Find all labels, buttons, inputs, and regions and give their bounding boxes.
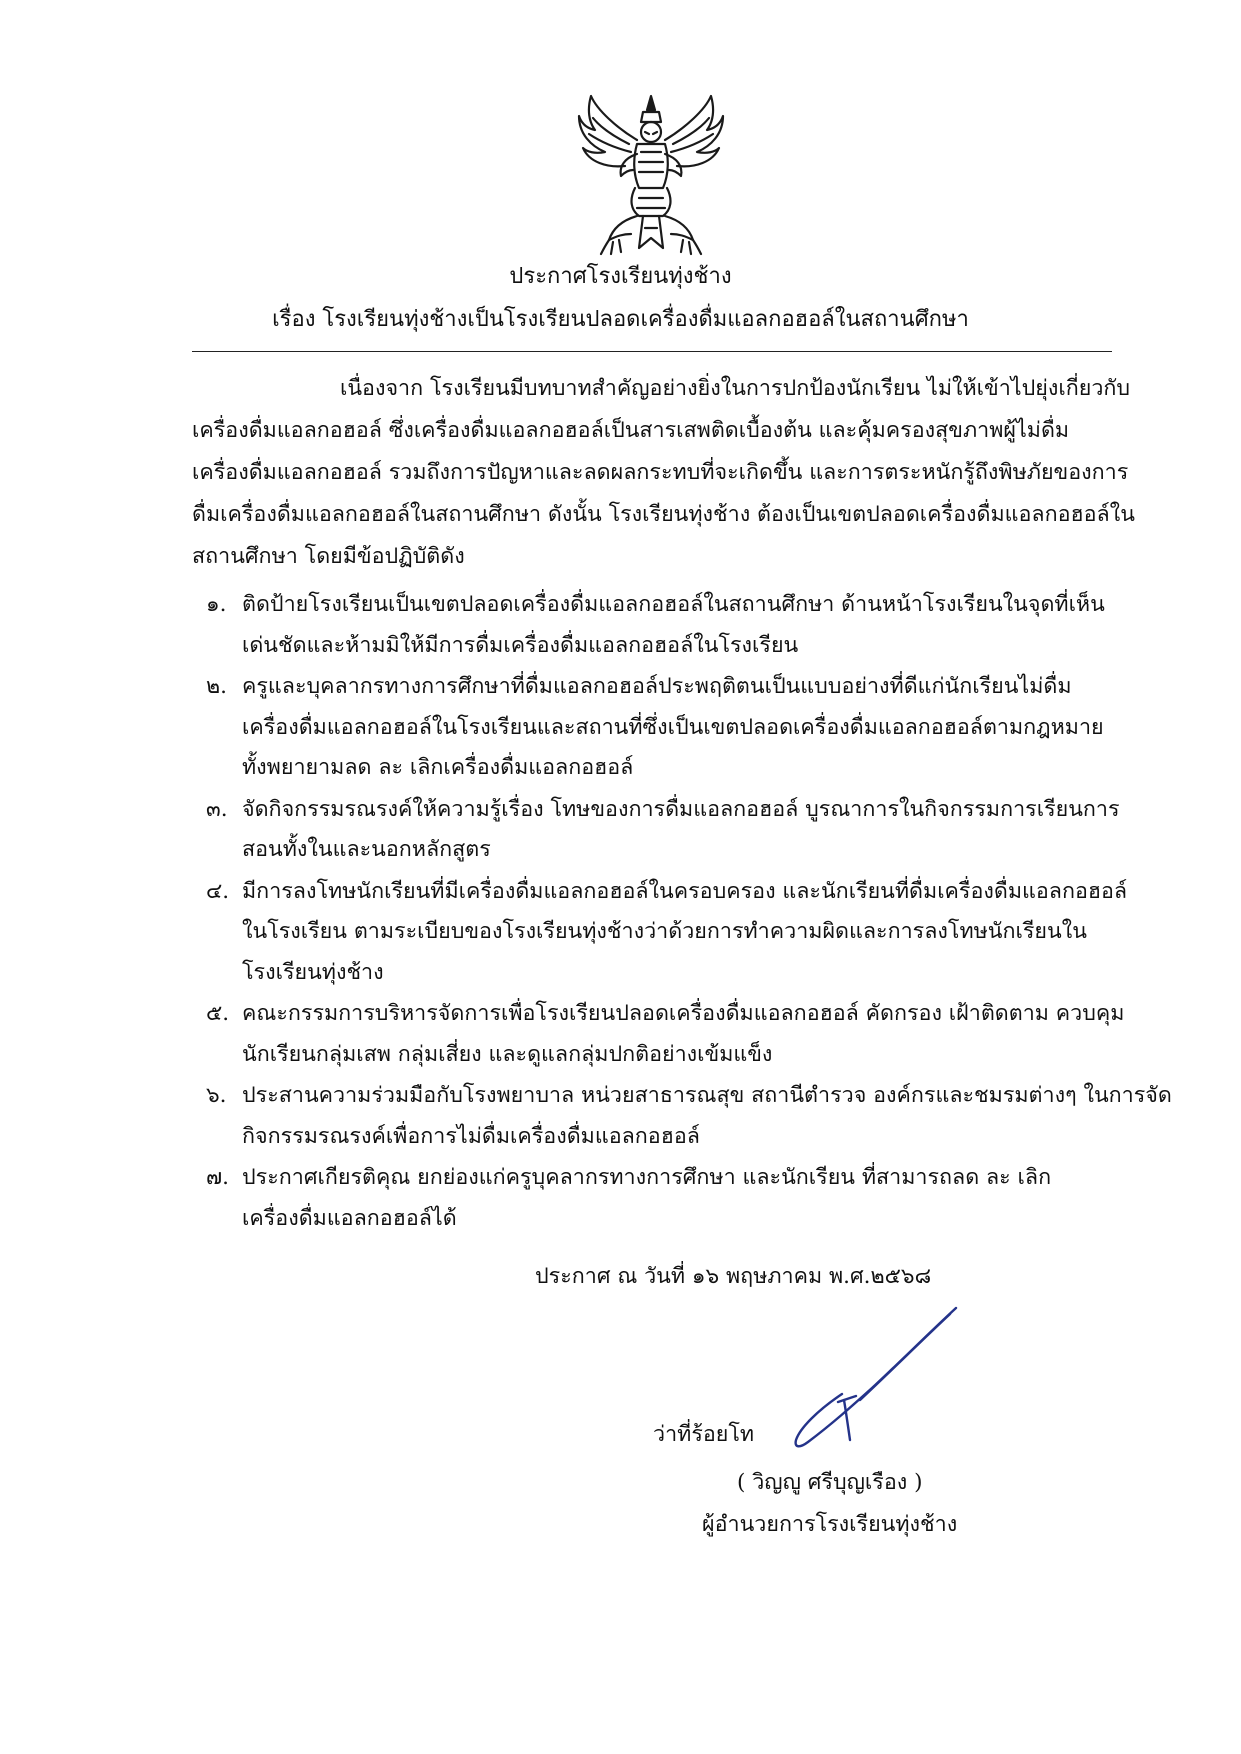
intro-line: เครื่องดื่มแอลกอฮอล์ รวมถึงการปัญหาและลดผลกระทบที่จะเกิดขึ้น และการตระหนักรู้ถึงพิษภัยของการ <box>192 460 1129 485</box>
item-line: เครื่องดื่มแอลกอฮอล์ในโรงเรียนและสถานที่ซึ่งเป็นเขตปลอดเครื่องดื่มแอลกอฮอล์ตามกฎหมาย <box>242 714 1104 740</box>
announcement-subject: เรื่อง โรงเรียนทุ่งช้างเป็นโรงเรียนปลอดเครื่องดื่มแอลกอฮอล์ในสถานศึกษา <box>272 307 969 332</box>
item-line: คณะกรรมการบริหารจัดการเพื่อโรงเรียนปลอดเครื่องดื่มแอลกอฮอล์ คัดกรอง เฝ้าติดตาม ควบคุม <box>242 1001 1125 1026</box>
list-item <box>192 872 1128 994</box>
signer-name: ( วิญญู ศรีบุญเรือง ) <box>737 1470 923 1495</box>
list-item <box>192 667 1114 789</box>
item-line: ติดป้ายโรงเรียนเป็นเขตปลอดเครื่องดื่มแอลกอฮอล์ในสถานศึกษา ด้านหน้าโรงเรียนในจุดที่เห็น <box>242 592 1105 617</box>
intro-line: เครื่องดื่มแอลกอฮอล์ ซึ่งเครื่องดื่มแอลกอฮอล์เป็นสารเสพติดเบื้องต้น และคุ้มครองสุขภาพผู้ไม่ดื่ม <box>192 418 1070 443</box>
item-number: ๔. <box>206 878 230 904</box>
item-number: ๒. <box>206 674 228 699</box>
item-line: เด่นชัดและห้ามมิให้มีการดื่มเครื่องดื่มแอลกอฮอล์ในโรงเรียน <box>242 632 799 658</box>
item-line: ครูและบุคลากรทางการศึกษาที่ดื่มแอลกอฮอล์ประพฤติตนเป็นแบบอย่างที่ดีแก่นักเรียนไม่ดื่ม <box>242 674 1072 699</box>
intro-line: ดื่มเครื่องดื่มแอลกอฮอล์ในสถานศึกษา ดังนั้น โรงเรียนทุ่งช้าง ต้องเป็นเขตปลอดเครื่องดื่มแอลกอฮอล์ใน <box>192 502 1135 527</box>
item-number: ๗. <box>206 1165 230 1190</box>
title-divider <box>192 351 1112 352</box>
item-number: ๓. <box>206 796 228 822</box>
intro-paragraph <box>192 368 1135 578</box>
item-line: มีการลงโทษนักเรียนที่มีเครื่องดื่มแอลกอฮอล์ในครอบครอง และนักเรียนที่ดื่มเครื่องดื่มแอลกอฮอล์ <box>242 878 1128 904</box>
item-line: นักเรียนกลุ่มเสพ กลุ่มเสี่ยง และดูแลกลุ่มปกติอย่างเข้มแข็ง <box>242 1041 773 1067</box>
item-line: โรงเรียนทุ่งช้าง <box>242 959 384 985</box>
item-line: กิจกรรมรณรงค์เพื่อการไม่ดื่มเครื่องดื่มแอลกอฮอล์ <box>242 1123 700 1149</box>
signer-title: ว่าที่ร้อยโท <box>653 1422 755 1447</box>
item-line: ประสานความร่วมมือกับโรงพยาบาล หน่วยสาธารณสุข สถานีตำรวจ องค์กรและชมรมต่างๆ ในการจัด <box>242 1083 1172 1108</box>
item-line: เครื่องดื่มแอลกอฮอล์ได้ <box>242 1205 457 1231</box>
list-item <box>192 1076 1172 1157</box>
intro-line: เนื่องจาก โรงเรียนมีบทบาทสำคัญอย่างยิ่งในการปกป้องนักเรียน ไม่ให้เข้าไปยุ่งเกี่ยวกับ <box>340 376 1131 401</box>
list-item <box>192 790 1120 871</box>
item-line: ทั้งพยายามลด ละ เลิกเครื่องดื่มแอลกอฮอล์ <box>242 755 634 780</box>
list-item <box>192 1158 1114 1239</box>
announcement-title: ประกาศโรงเรียนทุ่งช้าง <box>509 264 732 289</box>
item-line: สอนทั้งในและนอกหลักสูตร <box>242 837 491 862</box>
item-number: ๕. <box>206 1001 230 1026</box>
handwritten-signature-icon <box>760 1302 960 1450</box>
item-line: ในโรงเรียน ตามระเบียบของโรงเรียนทุ่งช้างว่าด้วยการทำความผิดและการลงโทษนักเรียนใน <box>242 919 1087 944</box>
item-number: ๖. <box>206 1083 227 1108</box>
list-item <box>192 994 1125 1075</box>
intro-line: สถานศึกษา โดยมีข้อปฏิบัติดัง <box>192 544 465 569</box>
item-line: ประกาศเกียรติคุณ ยกย่องแก่ครูบุคลากรทางการศึกษา และนักเรียน ที่สามารถลด ละ เลิก <box>242 1165 1052 1190</box>
list-item <box>192 585 1114 666</box>
item-line: จัดกิจกรรมรณรงค์ให้ความรู้เรื่อง โทษของการดื่มแอลกอฮอล์ บูรณาการในกิจกรรมการเรียนการ <box>242 796 1120 822</box>
announcement-date: ประกาศ ณ วันที่ ๑๖ พฤษภาคม พ.ศ.๒๕๖๘ <box>535 1264 932 1289</box>
item-number: ๑. <box>206 592 227 617</box>
regulation-list <box>192 585 1172 1240</box>
garuda-emblem-icon <box>575 88 727 258</box>
signer-position: ผู้อำนวยการโรงเรียนทุ่งช้าง <box>702 1512 958 1537</box>
